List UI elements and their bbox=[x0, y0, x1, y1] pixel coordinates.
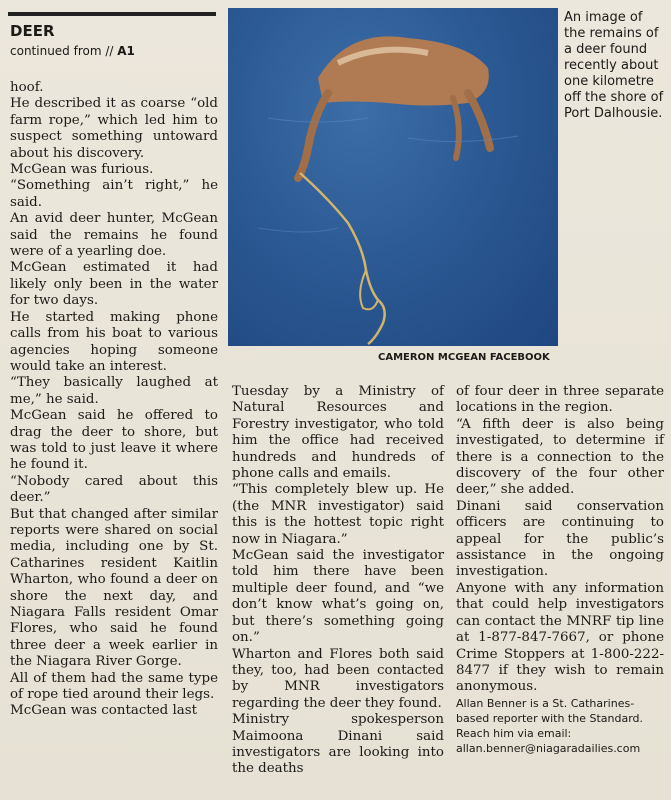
paragraph: An avid deer hunter, McGean said the remains he found were of a yearling doe. bbox=[10, 211, 218, 260]
article-column-1 bbox=[10, 80, 218, 720]
paragraph: McGean estimated it had likely only been in the water for two days. bbox=[10, 260, 218, 309]
paragraph: But that changed after similar reports were shared on social media, including one by St. Catharines resident Kaitlin Wharton, who found a deer on shore the next day, and Niagara Falls resident Omar Flores, who said he found three deer a week earlier in the Niagara River Gorge. bbox=[10, 506, 218, 670]
paragraph: Ministry spokesperson Maimoona Dinani said investigators are looking into the deaths bbox=[232, 712, 444, 777]
paragraph: Dinani said conservation officers are continuing to appeal for the public’s assistance in the ongoing investigation. bbox=[456, 498, 664, 580]
section-rule bbox=[8, 12, 216, 16]
paragraph: McGean said the investigator told him there have been multiple deer found, and “we don’t know what’s going on, but there’s something going on.” bbox=[232, 548, 444, 646]
paragraph: McGean was furious. bbox=[10, 162, 154, 178]
paragraph: Wharton and Flores both said they, too, had been contacted by MNR investigators regarding the deer they found. bbox=[232, 646, 444, 711]
deer-remains-photo bbox=[228, 8, 558, 346]
continued-from-line bbox=[10, 44, 135, 58]
paragraph: Tuesday by a Ministry of Natural Resources and Forestry investigator, who told him the office had received hundreds and hundreds of phone calls and emails. bbox=[232, 384, 444, 482]
article-column-2 bbox=[232, 384, 444, 778]
paragraph: “This completely blew up. He (the MNR investigator) said this is the hottest topic right now in Niagara.” bbox=[232, 482, 444, 547]
paragraph: He described it as coarse “old farm rope,” which led him to suspect something untoward about his discovery. bbox=[10, 96, 218, 161]
paragraph: Anyone with any information that could help investigators can contact the MNRF tip line at 1-877-847-7667, or phone Crime Stoppers at 1-800-222-8477 if they wish to remain anonymous. bbox=[456, 580, 664, 695]
paragraph: All of them had the same type of rope tied around their legs. bbox=[10, 670, 218, 703]
photo-credit: CAMERON MCGEAN FACEBOOK bbox=[378, 352, 550, 363]
author-bio: Allan Benner is a St. Catharines-based reporter with the Standard. Reach him via email: allan.benner@niagaradailies.com bbox=[456, 696, 644, 755]
paragraph: “Nobody cared about this deer.” bbox=[10, 473, 218, 506]
paragraph: He started making phone calls from his boat to various agencies hoping someone would take an interest. bbox=[10, 309, 218, 374]
paragraph: McGean said he offered to drag the deer to shore, but was told to just leave it where he found it. bbox=[10, 408, 218, 473]
article-column-3 bbox=[456, 384, 664, 756]
continued-prefix: continued from // bbox=[10, 44, 114, 58]
continued-page: A1 bbox=[117, 44, 135, 58]
paragraph: McGean was contacted last bbox=[10, 703, 197, 719]
photo-caption: An image of the remains of a deer found recently about one kilometre off the shore of Port Dalhousie. bbox=[564, 10, 664, 121]
paragraph: of four deer in three separate locations in the region. bbox=[456, 384, 664, 416]
paragraph: “Something ain’t right,” he said. bbox=[10, 178, 218, 210]
paragraph: “They basically laughed at me,” he said. bbox=[10, 375, 218, 407]
deer-remains-illustration bbox=[228, 8, 558, 346]
paragraph: hoof. bbox=[10, 80, 44, 95]
paragraph: “A fifth deer is also being investigated, to determine if there is a connection to the discovery of the four other deer,” she added. bbox=[456, 416, 664, 498]
article-slug: DEER bbox=[10, 22, 55, 40]
